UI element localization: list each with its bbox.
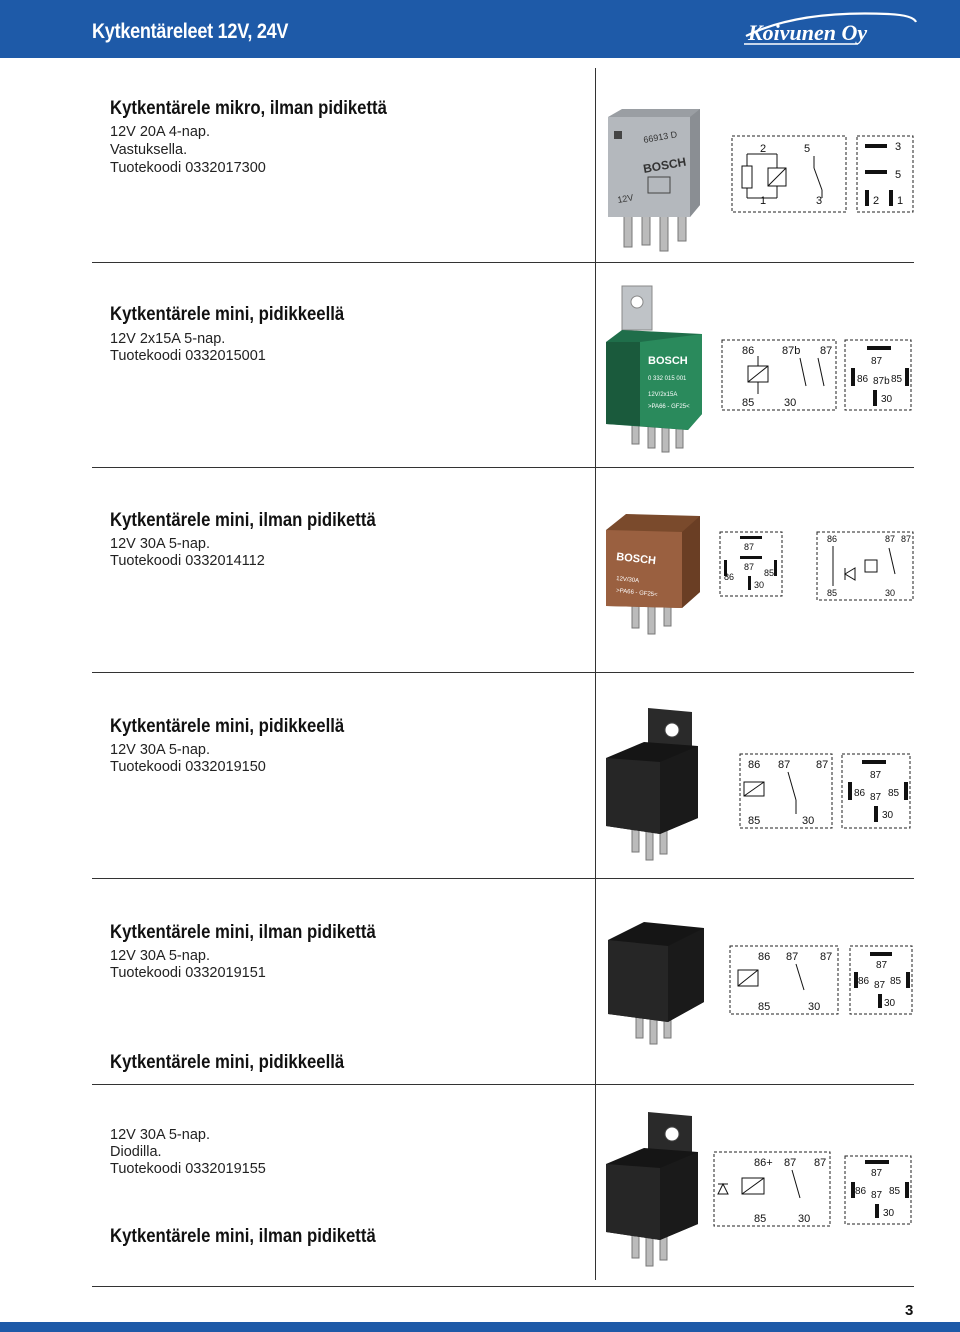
wiring-diagram bbox=[712, 1150, 832, 1233]
logo-text: Koivunen Oy bbox=[748, 20, 868, 45]
svg-text:87: 87 bbox=[820, 345, 833, 357]
product-note: Vastuksella. bbox=[110, 142, 188, 158]
svg-text:85: 85 bbox=[748, 815, 761, 827]
svg-text:85: 85 bbox=[888, 788, 900, 799]
svg-text:87: 87 bbox=[871, 356, 883, 367]
svg-text:86: 86 bbox=[748, 759, 761, 771]
column-divider bbox=[595, 68, 596, 1280]
product-spec: 12V 30A 5-nap. bbox=[110, 1127, 210, 1143]
product-code: Tuotekoodi 0332014112 bbox=[110, 553, 265, 569]
page-number: 3 bbox=[905, 1302, 914, 1319]
svg-text:3: 3 bbox=[895, 141, 902, 153]
svg-text:87b: 87b bbox=[782, 345, 801, 357]
wiring-diagram bbox=[815, 530, 915, 607]
svg-text:85: 85 bbox=[890, 976, 902, 987]
svg-text:87: 87 bbox=[744, 562, 755, 572]
svg-text:86: 86 bbox=[855, 1186, 867, 1197]
svg-text:3: 3 bbox=[816, 195, 823, 207]
svg-text:86: 86 bbox=[857, 374, 869, 385]
svg-text:85: 85 bbox=[754, 1213, 767, 1225]
pin-layout-diagram bbox=[840, 752, 912, 835]
product-title: Kytkentärele mini, pidikkeellä bbox=[110, 716, 345, 737]
product-title: Kytkentärele mini, ilman pidikettä bbox=[110, 922, 376, 943]
relay-mini-black-bracket-diode-image bbox=[604, 1110, 700, 1270]
svg-text:BOSCH: BOSCH bbox=[648, 355, 688, 367]
product-title: Kytkentärele mini, ilman pidikettä bbox=[110, 1226, 376, 1247]
svg-text:87b: 87b bbox=[873, 376, 890, 387]
product-spec: 12V 30A 5-nap. bbox=[110, 742, 210, 758]
svg-text:86: 86 bbox=[854, 788, 866, 799]
product-spec: 12V 2x15A 5-nap. bbox=[110, 331, 226, 347]
svg-text:85: 85 bbox=[891, 374, 903, 385]
product-code: Tuotekoodi 0332019150 bbox=[110, 759, 266, 775]
svg-text:30: 30 bbox=[808, 1001, 821, 1013]
product-spec: 12V 30A 5-nap. bbox=[110, 948, 210, 964]
svg-text:>PA66 - GF25<: >PA66 - GF25< bbox=[615, 588, 658, 599]
svg-text:86: 86 bbox=[742, 345, 755, 357]
svg-text:30: 30 bbox=[798, 1213, 811, 1225]
section-divider bbox=[92, 1084, 914, 1085]
relay-mini-brown-image bbox=[604, 508, 704, 636]
section-divider bbox=[92, 878, 914, 879]
svg-text:BOSCH: BOSCH bbox=[642, 154, 688, 176]
svg-text:85: 85 bbox=[827, 588, 838, 598]
svg-text:0 332 015 001: 0 332 015 001 bbox=[648, 376, 687, 382]
svg-text:87: 87 bbox=[744, 542, 755, 552]
svg-text:87: 87 bbox=[816, 759, 829, 771]
svg-text:5: 5 bbox=[895, 169, 902, 181]
section-divider bbox=[92, 467, 914, 468]
svg-text:87: 87 bbox=[814, 1157, 827, 1169]
svg-text:12V/2x15A: 12V/2x15A bbox=[648, 392, 678, 398]
product-title: Kytkentärele mini, pidikkeellä bbox=[110, 1052, 345, 1073]
product-spec: 12V 30A 5-nap. bbox=[110, 536, 210, 552]
product-title: Kytkentärele mini, ilman pidikettä bbox=[110, 510, 376, 531]
svg-text:2: 2 bbox=[760, 143, 767, 155]
svg-text:86+: 86+ bbox=[754, 1157, 773, 1169]
product-title: Kytkentärele mini, pidikkeellä bbox=[110, 304, 345, 325]
company-logo bbox=[738, 6, 920, 50]
product-title: Kytkentärele mikro, ilman pidikettä bbox=[110, 98, 387, 119]
wiring-diagram bbox=[720, 338, 840, 417]
product-code: Tuotekoodi 0332019151 bbox=[110, 965, 266, 981]
svg-text:87: 87 bbox=[885, 534, 896, 544]
page-header bbox=[0, 0, 960, 58]
svg-text:87: 87 bbox=[871, 1190, 883, 1201]
section-divider bbox=[92, 262, 914, 263]
relay-micro-grey-image bbox=[604, 105, 704, 257]
svg-text:86: 86 bbox=[724, 572, 735, 582]
svg-text:87: 87 bbox=[784, 1157, 797, 1169]
section-divider bbox=[92, 672, 914, 673]
product-spec: 12V 20A 4-nap. bbox=[110, 124, 210, 140]
product-code: Tuotekoodi 0332015001 bbox=[110, 348, 266, 364]
pin-layout-diagram bbox=[855, 132, 917, 221]
relay-mini-black-bracket-image bbox=[604, 706, 700, 864]
svg-text:>PA66 - GF25<: >PA66 - GF25< bbox=[648, 404, 690, 410]
svg-text:5: 5 bbox=[804, 143, 811, 155]
product-code: Tuotekoodi 0332019155 bbox=[110, 1161, 266, 1177]
wiring-diagram bbox=[728, 944, 840, 1021]
svg-text:86: 86 bbox=[858, 976, 870, 987]
product-note: Diodilla. bbox=[110, 1144, 162, 1160]
svg-text:2: 2 bbox=[873, 195, 880, 207]
wiring-diagram bbox=[738, 752, 834, 835]
svg-text:BOSCH: BOSCH bbox=[615, 551, 657, 568]
svg-text:85: 85 bbox=[742, 397, 755, 409]
svg-text:30: 30 bbox=[784, 397, 797, 409]
svg-text:87: 87 bbox=[820, 951, 833, 963]
svg-text:30: 30 bbox=[754, 580, 765, 590]
svg-text:30: 30 bbox=[883, 1208, 895, 1219]
footer-bar bbox=[0, 1322, 960, 1332]
svg-text:12V/30A: 12V/30A bbox=[615, 576, 640, 585]
product-code: Tuotekoodi 0332017300 bbox=[110, 160, 266, 176]
section-divider bbox=[92, 1286, 914, 1287]
page-title: Kytkentäreleet 12V, 24V bbox=[92, 20, 289, 43]
svg-text:87: 87 bbox=[874, 980, 886, 991]
svg-text:87: 87 bbox=[871, 1168, 883, 1179]
svg-text:86: 86 bbox=[758, 951, 771, 963]
svg-text:30: 30 bbox=[882, 810, 894, 821]
svg-text:85: 85 bbox=[889, 1186, 901, 1197]
svg-text:87: 87 bbox=[870, 770, 882, 781]
pin-layout-diagram bbox=[848, 944, 914, 1021]
pin-layout-diagram bbox=[843, 338, 915, 417]
svg-text:30: 30 bbox=[885, 588, 896, 598]
svg-text:87: 87 bbox=[901, 534, 912, 544]
svg-text:87: 87 bbox=[778, 759, 791, 771]
svg-text:86: 86 bbox=[827, 534, 838, 544]
relay-mini-black-image bbox=[606, 918, 706, 1048]
svg-text:66913 D: 66913 D bbox=[642, 129, 678, 145]
svg-text:85: 85 bbox=[764, 568, 775, 578]
svg-text:87: 87 bbox=[876, 960, 888, 971]
svg-text:30: 30 bbox=[881, 394, 893, 405]
svg-text:85: 85 bbox=[758, 1001, 771, 1013]
wiring-diagram bbox=[730, 132, 850, 221]
svg-text:12V: 12V bbox=[616, 192, 635, 205]
svg-text:87: 87 bbox=[786, 951, 799, 963]
svg-text:1: 1 bbox=[897, 195, 904, 207]
svg-text:30: 30 bbox=[802, 815, 815, 827]
svg-text:1: 1 bbox=[760, 195, 767, 207]
pin-layout-diagram bbox=[843, 1154, 913, 1231]
pin-layout-diagram bbox=[718, 530, 784, 603]
svg-text:87: 87 bbox=[870, 792, 882, 803]
svg-text:30: 30 bbox=[884, 998, 896, 1009]
